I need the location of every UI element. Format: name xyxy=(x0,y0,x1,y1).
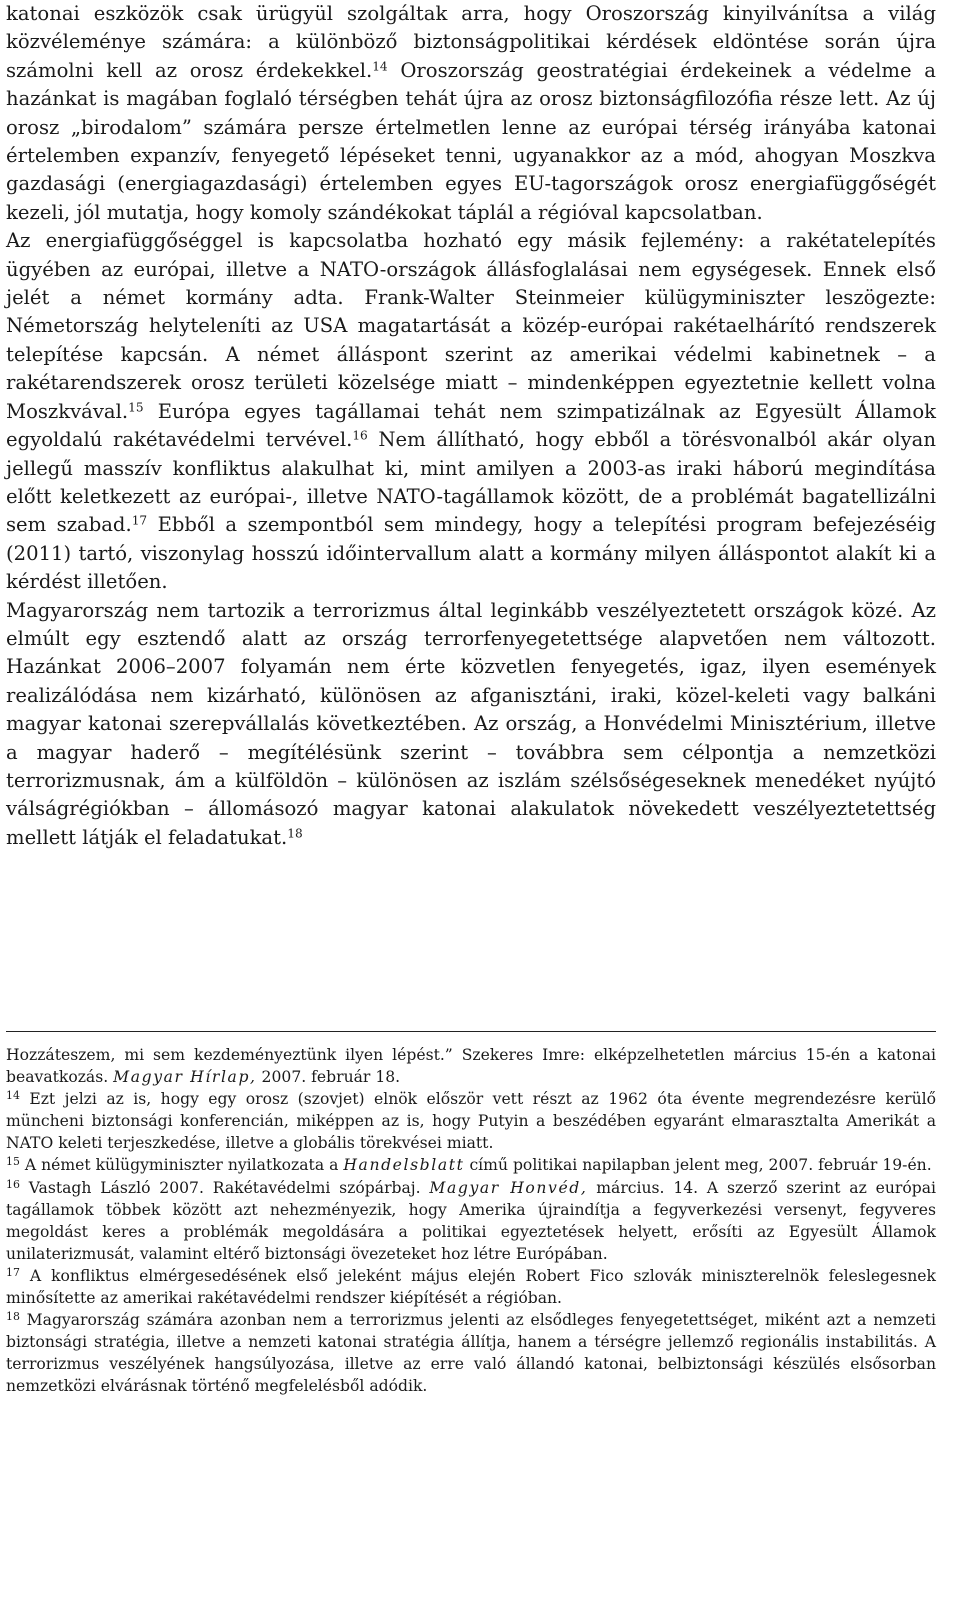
paragraph-text: Nem állítható, hogy ebből a törésvonalból akár olyan jellegű masszív konfliktus alakulhat ki, mint amilyen a 2003-as iraki háború megindítása előtt keletkezett az európai-, illetve NATO-tagállamok között, de a problémát bagatellizálni sem szabad. xyxy=(6,428,936,537)
paragraph-text: Európa egyes tagállamai tehát nem szimpatizálnak az Egyesült Államok egyoldalú rakétavédelmi tervével. xyxy=(6,399,936,452)
footnote-separator xyxy=(6,1031,936,1032)
footnote-ref-15[interactable]: 15 xyxy=(128,400,144,415)
source-title: Handelsblatt xyxy=(343,1156,465,1175)
footnote-text: című politikai napilapban jelent meg, 2007. február 19-én. xyxy=(464,1156,932,1175)
footnote-number: 17 xyxy=(6,1266,20,1280)
footnote-text: Ezt jelzi az is, hogy egy orosz (szovjet) elnök először vett részt az 1962 óta évente megrendezésre kerülő müncheni biztonsági konferencián, miképpen az is, hogy Putyin a beszédében egyaránt elmarasztalta Amerikát a NATO keleti terjeszkedése, illetve a globális törekvései miatt. xyxy=(6,1090,936,1153)
paragraph-text: Ebből a szempontból sem mindegy, hogy a telepítési program befejezéséig (2011) tartó, viszonylag hosszú időintervallum alatt a kormány milyen álláspontot alakít ki a kérdést illetően. xyxy=(6,513,937,594)
main-text xyxy=(6,0,936,852)
paragraph-text: Magyarország nem tartozik a terrorizmus által leginkább veszélyeztetett országok közé. Az elmúlt egy esztendő alatt az ország terrorfenyegetettsége alapvetően nem változott. Hazánkat 2006–2007 folyamán nem érte közvetlen fenyegetés, igaz, ilyen események realizálódása nem kizárható, különösen az afganisztáni, iraki, közel-keleti vagy balkáni magyar katonai szerepvállalás következtében. Az ország, a Honvédelmi Minisztérium, illetve a magyar haderő – megítélésünk szerint – továbbra sem célpontja a nemzetközi terrorizmusnak, ám a külföldön – különösen az iszlám szélsőségeseknek menedéket nyújtó válságrégiókban – állomásozó magyar katonai alakulatok növekedett veszélyeztetettség mellett látják el feladatukat. xyxy=(6,598,936,849)
source-title: Magyar Honvéd, xyxy=(429,1178,588,1197)
paragraph-text: katonai eszközök csak ürügyül szolgáltak arra, hogy Oroszország kinyilvánítsa a világ közvéleménye számára: a különböző biztonságpolitikai kérdések eldöntése során újra számolni kell az orosz érdekekkel. xyxy=(6,2,936,82)
footnote-text: 2007. február 18. xyxy=(256,1068,401,1087)
footnote-number: 14 xyxy=(6,1089,20,1103)
footnote-14 xyxy=(6,1088,936,1154)
footnote-17 xyxy=(6,1265,936,1309)
footnote-text: Vastagh László 2007. Rakétavédelmi szópárbaj. xyxy=(19,1178,430,1197)
footnotes xyxy=(6,1044,936,1398)
footnote-text: Hozzáteszem, mi sem kezdeményeztünk ilyen lépést.” Szekeres Imre: elképzelhetetlen március 15-én a katonai beavatkozás. xyxy=(6,1046,936,1087)
source-title: Magyar Hírlap, xyxy=(113,1068,257,1087)
footnote-text: A konfliktus elmérgesedésének első jeleként május elején Robert Fico szlovák miniszterelnök feleslegesnek minősítette az amerikai rakétavédelmi rendszer kiépítését a régióban. xyxy=(6,1266,936,1308)
paragraph-text: Az energiafüggőséggel is kapcsolatba hozható egy másik fejlemény: a rakétatelepítés ügyében az európai, illetve a NATO-országok állásfoglalásai nem egységesek. Ennek első jelét a német kormány adta. Frank-Walter Steinmeier külügyminiszter leszögezte: Németország helyteleníti az USA magatartását a közép-európai rakétaelhárító rendszerek telepítése kapcsán. A német álláspont szerint az amerikai védelmi kabinetnek – a rakétarendszerek orosz területi közelsége miatt – mindenképpen egyeztetnie kellett volna Moszkvával. xyxy=(6,229,936,423)
paragraph-energy xyxy=(6,227,936,596)
footnote-number: 18 xyxy=(6,1310,20,1324)
paragraph-terrorism xyxy=(6,597,936,853)
footnote-ref-18[interactable]: 18 xyxy=(287,826,303,841)
footnote-text: A német külügyminiszter nyilatkozata a xyxy=(19,1156,344,1175)
footnote-18 xyxy=(6,1309,936,1397)
paragraph-text: Oroszország geostratégiai érdekeinek a védelme a hazánkat is magában foglaló térségben tehát újra az orosz biztonságfilozófia része lett. Az új orosz „birodalom” számára persze értelmetlen lenne az európai térség irányába katonai értelemben expanzív, fenyegető lépéseket tenni, ugyanakkor az a mód, ahogyan Moszkva gazdasági (energiagazdasági) értelemben egyes EU-tagországok orosz energiafüggőségét kezeli, jól mutatja, hogy komoly szándékokat táplál a régióval kapcsolatban. xyxy=(6,58,936,224)
footnote-number: 16 xyxy=(6,1177,20,1191)
footnote-text: Magyarország számára azonban nem a terrorizmus jelenti az elsődleges fenyegetettséget, miként azt a nemzeti biztonsági stratégia, illetve a nemzeti katonai stratégia állítja, hanem a térségre jellemző regionális instabilitás. A terrorizmus veszélyének hangsúlyozása, illetve az erre való állandó katonai, belbiztonsági készülés elsősorban nemzetközi elvárásnak történő megfelelésből adódik. xyxy=(6,1311,936,1396)
footnote-text: március. 14. A szerző szerint az európai tagállamok többek között azt nehezményezik, hogy Amerika újraindítja a fegyverkezési versenyt, fegyveres megoldást keres a problémák megoldására a politikai egyeztetések helyett, erősíti az Egyesült Államok unilaterizmusát, valamint eltérő biztonsági övezeteket hoz létre Európában. xyxy=(6,1178,937,1263)
footnote-number: 15 xyxy=(6,1155,20,1169)
footnote-16 xyxy=(6,1177,936,1265)
footnote-ref-17[interactable]: 17 xyxy=(131,513,148,528)
footnote-continuation xyxy=(6,1044,936,1088)
paragraph-russia xyxy=(6,0,936,227)
document-page xyxy=(6,0,937,1396)
footnote-ref-16[interactable]: 16 xyxy=(352,428,368,443)
footnote-ref-14[interactable]: 14 xyxy=(372,59,388,74)
footnote-15 xyxy=(6,1154,936,1176)
